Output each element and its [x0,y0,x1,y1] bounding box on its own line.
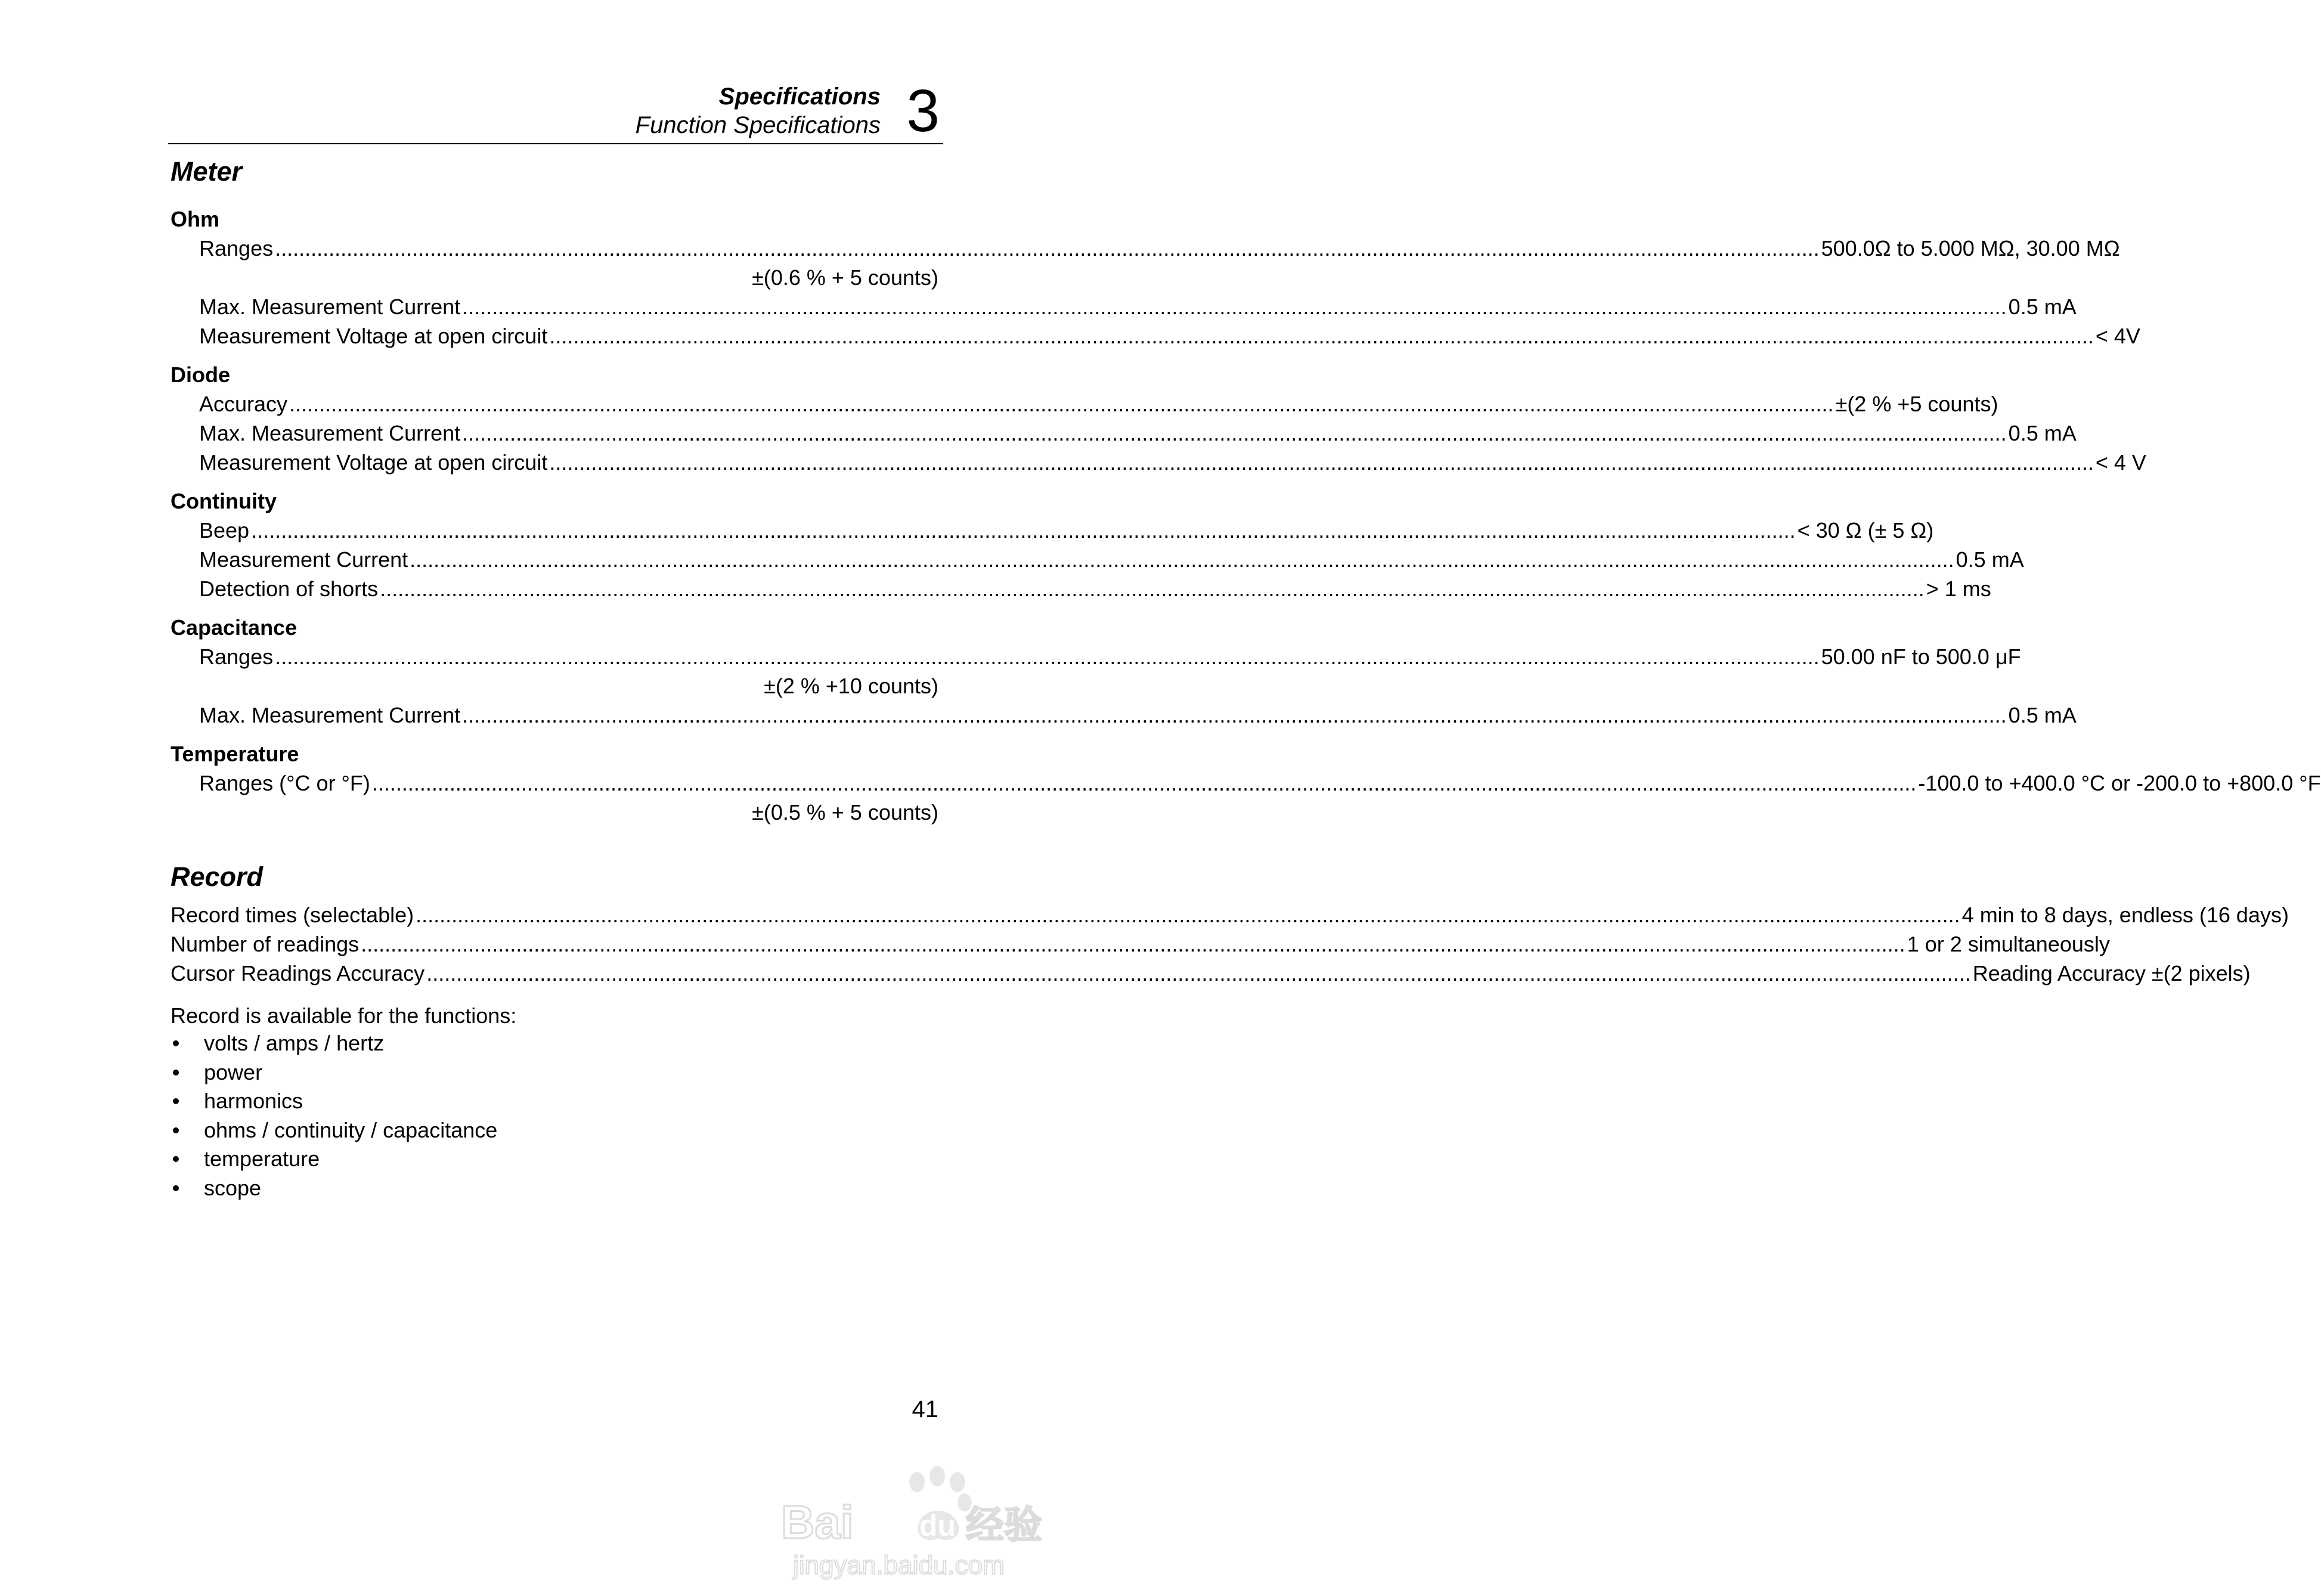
leader-dots [289,390,1834,419]
leader-dots [416,901,1960,929]
leader-dots [549,448,2094,477]
ohm-ranges-row [199,234,2120,263]
spec-value: Reading Accuracy ±(2 pixels) [1972,961,2251,986]
diode-voltage-row [199,448,2146,477]
list-item [171,1087,497,1116]
spec-value: > 1 ms [1926,577,1991,601]
list-item-text: harmonics [204,1089,303,1114]
spec-value: 50.00 nF to 500.0 μF [1821,644,2021,669]
bullet-icon [173,1070,179,1076]
list-item [171,1029,497,1058]
ohm-voltage-row [199,322,2140,351]
spec-label: Ranges [199,236,274,261]
spec-label: Measurement Current [199,547,408,572]
spec-label: Max. Measurement Current [199,703,461,727]
spec-value: 0.5 mA [2008,295,2077,319]
spec-label: Record times (selectable) [171,903,414,927]
leader-dots [462,419,2007,448]
bullet-icon [173,1185,179,1191]
spec-value: 1 or 2 simultaneously [1907,932,2110,956]
capacitance-ranges-row [199,643,2021,671]
list-item [171,1145,497,1174]
svg-text:经验: 经验 [966,1504,1042,1548]
list-item-text: volts / amps / hertz [204,1031,385,1055]
list-item [171,1174,497,1203]
spec-label: Ranges (°C or °F) [199,771,370,795]
leader-dots [361,930,1905,959]
temperature-ranges-accuracy: ±(0.5 % + 5 counts) [752,800,938,825]
spec-value: 0.5 mA [2008,703,2077,727]
svg-text:du: du [919,1509,956,1542]
spec-value: -100.0 to +400.0 °C or -200.0 to +800.0 °F [1918,771,2321,795]
record-functions-list [171,1029,497,1203]
leader-dots [549,322,2094,351]
diode-current-row [199,419,2077,448]
bullet-icon [173,1040,179,1046]
record-section-title: Record [171,861,264,892]
record-intro: Record is available for the functions: [171,1003,517,1028]
ohm-heading: Ohm [171,207,220,231]
spec-label: Detection of shorts [199,577,379,601]
spec-label: Beep [199,518,250,543]
list-item-text: temperature [204,1146,320,1172]
header-title: Specifications [718,83,881,110]
capacitance-heading: Capacitance [171,615,298,640]
spec-value: 500.0Ω to 5.000 MΩ, 30.00 MΩ [1821,236,2120,261]
meter-section-title: Meter [171,156,243,187]
spec-label: Measurement Voltage at open circuit [199,450,548,475]
spec-value: 0.5 mA [2008,421,2077,445]
spec-label: Number of readings [171,932,360,956]
continuity-beep-row [199,516,1934,545]
record-readings-row [171,930,2110,959]
list-item-text: ohms / continuity / capacitance [204,1117,498,1142]
spec-value: < 4V [2095,324,2140,348]
ohm-ranges-accuracy: ±(0.6 % + 5 counts) [752,265,938,290]
leader-dots [275,643,1820,671]
list-item [171,1116,497,1145]
leader-dots [462,701,2007,730]
bullet-icon [173,1098,179,1104]
page-header [168,79,943,144]
spec-value: ±(2 % +5 counts) [1835,392,1998,416]
diode-accuracy-row [199,390,1998,419]
spec-label: Ranges [199,644,274,669]
spec-label: Accuracy [199,392,288,416]
header-subtitle: Function Specifications [635,112,881,138]
leader-dots [426,959,1971,988]
ohm-current-row [199,293,2077,321]
leader-dots [380,575,1925,603]
list-item-text: power [204,1059,263,1084]
leader-dots [462,293,2007,321]
svg-text:Bai: Bai [781,1496,854,1548]
temperature-heading: Temperature [171,742,299,766]
continuity-heading: Continuity [171,489,277,513]
capacitance-ranges-accuracy: ±(2 % +10 counts) [764,674,938,698]
spec-label: Max. Measurement Current [199,421,461,445]
continuity-shorts-row [199,575,1991,603]
spec-label: Cursor Readings Accuracy [171,961,425,986]
spec-label: Max. Measurement Current [199,295,461,319]
chapter-number: 3 [906,78,940,144]
baidu-watermark-logo [769,1455,1042,1586]
watermark-url: jingyan.baidu.com [793,1551,1005,1580]
spec-value: 0.5 mA [1956,547,2024,572]
leader-dots [372,769,1917,798]
temperature-ranges-row [199,769,2321,798]
spec-value: 4 min to 8 days, endless (16 days) [1961,903,2289,927]
capacitance-current-row [199,701,2077,730]
spec-label: Measurement Voltage at open circuit [199,324,548,348]
bullet-icon [173,1156,179,1162]
spec-value: < 4 V [2095,450,2146,475]
list-item [171,1058,497,1087]
record-times-row [171,901,2289,929]
continuity-current-row [199,546,2024,574]
list-item-text: scope [204,1175,262,1200]
spec-value: < 30 Ω (± 5 Ω) [1797,518,1934,543]
header-text [636,82,881,140]
diode-heading: Diode [171,362,231,387]
leader-dots [410,546,1954,574]
page-number: 41 [912,1396,938,1423]
record-cursor-row [171,959,2251,988]
bullet-icon [173,1127,179,1133]
leader-dots [251,516,1796,545]
leader-dots [275,234,1820,263]
